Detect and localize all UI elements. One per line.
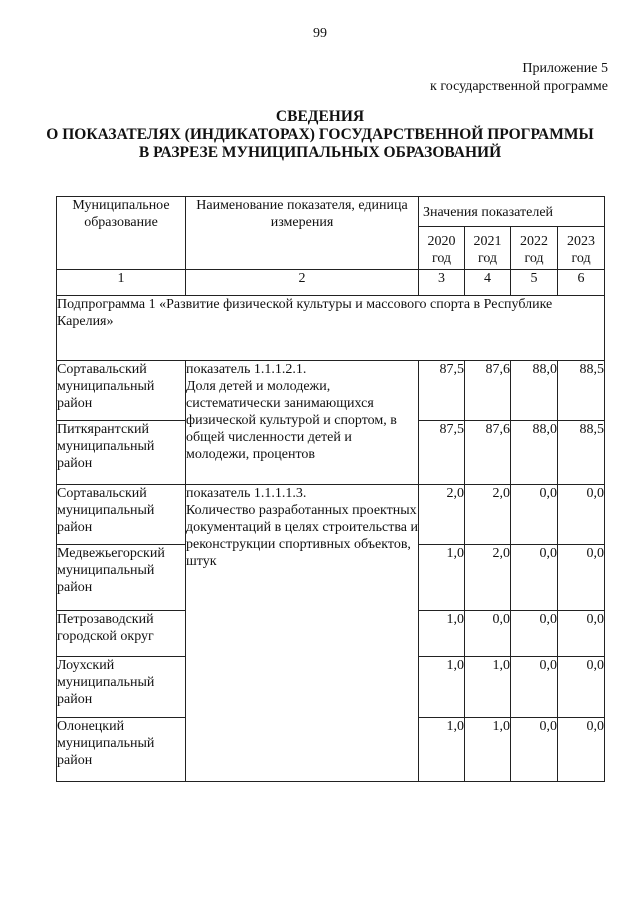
title-line-1: СВЕДЕНИЯ	[275, 108, 365, 125]
value-cell: 1,0	[465, 718, 511, 782]
indicator-cell: показатель 1.1.1.1.3. Количество разработанных проектных документаций в целях строительства и реконструкции спортивных объектов, штук	[186, 485, 419, 782]
value-cell: 1,0	[419, 545, 465, 611]
value-cell: 2,0	[465, 545, 511, 611]
value-cell: 87,6	[465, 421, 511, 485]
value-cell: 87,5	[419, 421, 465, 485]
value-cell: 0,0	[465, 611, 511, 657]
value-cell: 1,0	[419, 718, 465, 782]
header-year: 2022 год	[511, 227, 558, 270]
column-number: 1	[57, 270, 186, 296]
municipality-cell: Сортавальский муниципальный район	[57, 361, 186, 421]
page-number: 99	[313, 26, 327, 41]
document-title	[0, 108, 640, 162]
header-indicator: Наименование показателя, единица измерения	[186, 197, 419, 270]
column-number: 4	[465, 270, 511, 296]
header-values: Значения показателей	[419, 197, 605, 227]
value-cell: 0,0	[511, 657, 558, 718]
value-cell: 0,0	[511, 611, 558, 657]
municipality-cell: Олонецкий муниципальный район	[57, 718, 186, 782]
value-cell: 0,0	[511, 485, 558, 545]
title-line-2: О ПОКАЗАТЕЛЯХ (ИНДИКАТОРАХ) ГОСУДАРСТВЕННОЙ ПРОГРАММЫ	[46, 126, 594, 143]
municipality-cell: Петрозаводский городской округ	[57, 611, 186, 657]
value-cell: 88,0	[511, 361, 558, 421]
value-cell: 1,0	[419, 611, 465, 657]
value-cell: 0,0	[558, 485, 605, 545]
value-cell: 0,0	[558, 657, 605, 718]
appendix-note	[430, 60, 608, 96]
value-cell: 2,0	[419, 485, 465, 545]
column-number: 6	[558, 270, 605, 296]
value-cell: 0,0	[558, 611, 605, 657]
column-number: 2	[186, 270, 419, 296]
header-year: 2021 год	[465, 227, 511, 270]
value-cell: 88,0	[511, 421, 558, 485]
municipality-cell: Медвежьегорский муниципальный район	[57, 545, 186, 611]
value-cell: 1,0	[465, 657, 511, 718]
indicator-cell: показатель 1.1.1.2.1. Доля детей и молодежи, систематически занимающихся физической культурой и спортом, в общей численности детей и молодежи, процентов	[186, 361, 419, 485]
value-cell: 1,0	[419, 657, 465, 718]
value-cell: 87,5	[419, 361, 465, 421]
header-municipality: Муниципальное образование	[57, 197, 186, 270]
column-number: 5	[511, 270, 558, 296]
indicators-table	[56, 196, 605, 782]
value-cell: 0,0	[511, 545, 558, 611]
municipality-cell: Сортавальский муниципальный район	[57, 485, 186, 545]
value-cell: 88,5	[558, 361, 605, 421]
title-line-3: В РАЗРЕЗЕ МУНИЦИПАЛЬНЫХ ОБРАЗОВАНИЙ	[138, 144, 502, 161]
appendix-line-2: к государственной программе	[430, 79, 608, 94]
value-cell: 0,0	[558, 718, 605, 782]
subprogram-heading: Подпрограмма 1 «Развитие физической культуры и массового спорта в Республике Карелия»	[57, 296, 605, 361]
header-year: 2023 год	[558, 227, 605, 270]
column-number: 3	[419, 270, 465, 296]
value-cell: 87,6	[465, 361, 511, 421]
value-cell: 0,0	[511, 718, 558, 782]
value-cell: 88,5	[558, 421, 605, 485]
value-cell: 0,0	[558, 545, 605, 611]
header-year: 2020 год	[419, 227, 465, 270]
value-cell: 2,0	[465, 485, 511, 545]
municipality-cell: Питкярантский муниципальный район	[57, 421, 186, 485]
appendix-line-1: Приложение 5	[522, 61, 608, 76]
municipality-cell: Лоухский муниципальный район	[57, 657, 186, 718]
